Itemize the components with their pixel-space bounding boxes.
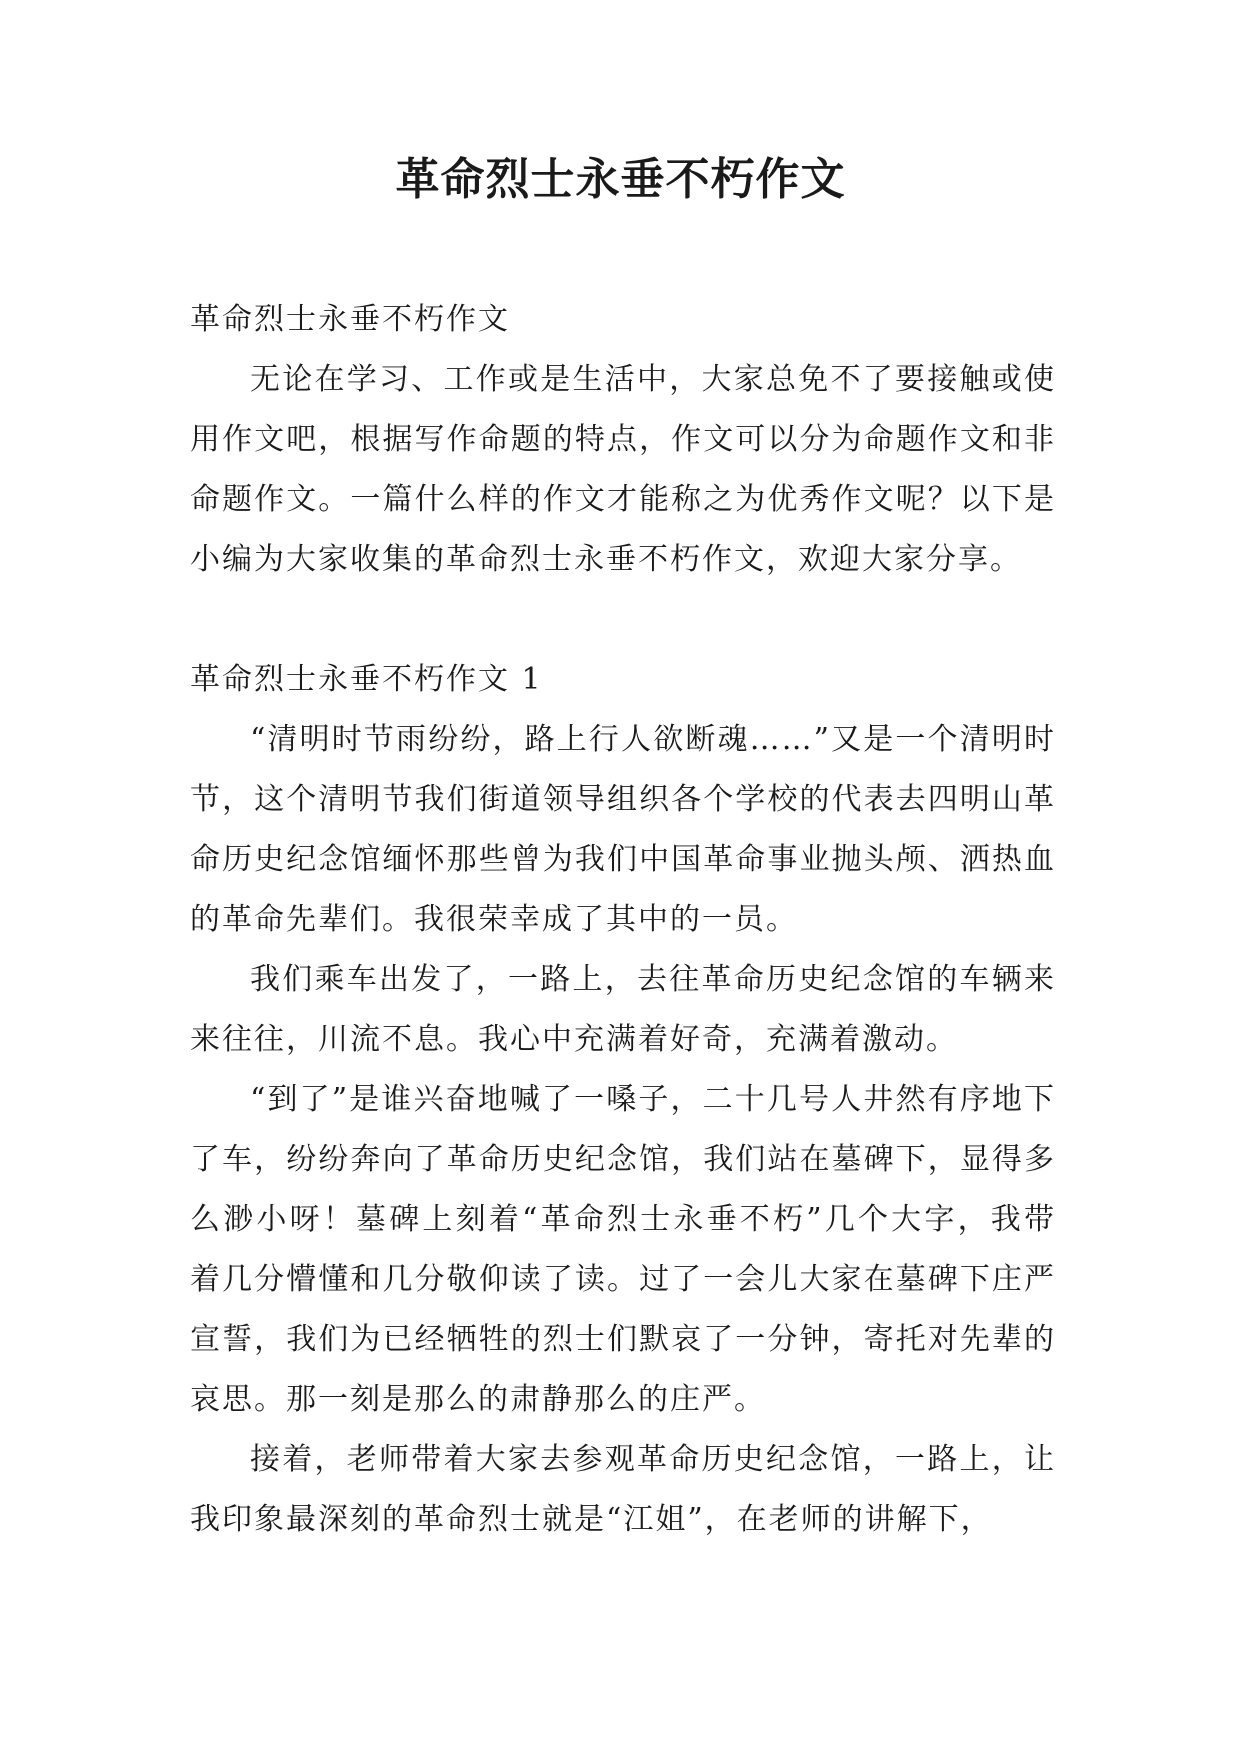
section-heading-intro: 革命烈士永垂不朽作文 (190, 302, 510, 337)
document-body (190, 290, 1056, 1550)
essay1-paragraph-3: “到了”是谁兴奋地喊了一嗓子，二十几号人井然有序地下了车，纷纷奔向了革命历史纪念馆，我们站在墓碑下，显得多么渺小呀！墓碑上刻着“革命烈士永垂不朽”几个大字，我带着几分懵懂和几分敬仰读了读。过了一会儿大家在墓碑下庄严宣誓，我们为已经牺牲的烈士们默哀了一分钟，寄托对先辈的哀思。那一刻是那么的肃静那么的庄严。 (190, 1082, 1056, 1417)
intro-paragraph: 无论在学习、工作或是生活中，大家总免不了要接触或使用作文吧，根据写作命题的特点，作文可以分为命题作文和非命题作文。一篇什么样的作文才能称之为优秀作文呢？以下是小编为大家收集的革命烈士永垂不朽作文，欢迎大家分享。 (190, 362, 1056, 577)
essay1-paragraph-2: 我们乘车出发了，一路上，去往革命历史纪念馆的车辆来来往往，川流不息。我心中充满着好奇，充满着激动。 (190, 962, 1056, 1057)
essay1-paragraph-1: “清明时节雨纷纷，路上行人欲断魂……”又是一个清明时节，这个清明节我们街道领导组织各个学校的代表去四明山革命历史纪念馆缅怀那些曾为我们中国革命事业抛头颅、洒热血的革命先辈们。我很荣幸成了其中的一员。 (190, 722, 1056, 937)
essay1-paragraph-4: 接着，老师带着大家去参观革命历史纪念馆，一路上，让我印象最深刻的革命烈士就是“江姐”，在老师的讲解下， (190, 1442, 1056, 1537)
section-spacer (190, 590, 1056, 650)
document-title: 革命烈士永垂不朽作文 (395, 154, 846, 205)
section-heading-essay-1: 革命烈士永垂不朽作文 1 (190, 662, 543, 697)
